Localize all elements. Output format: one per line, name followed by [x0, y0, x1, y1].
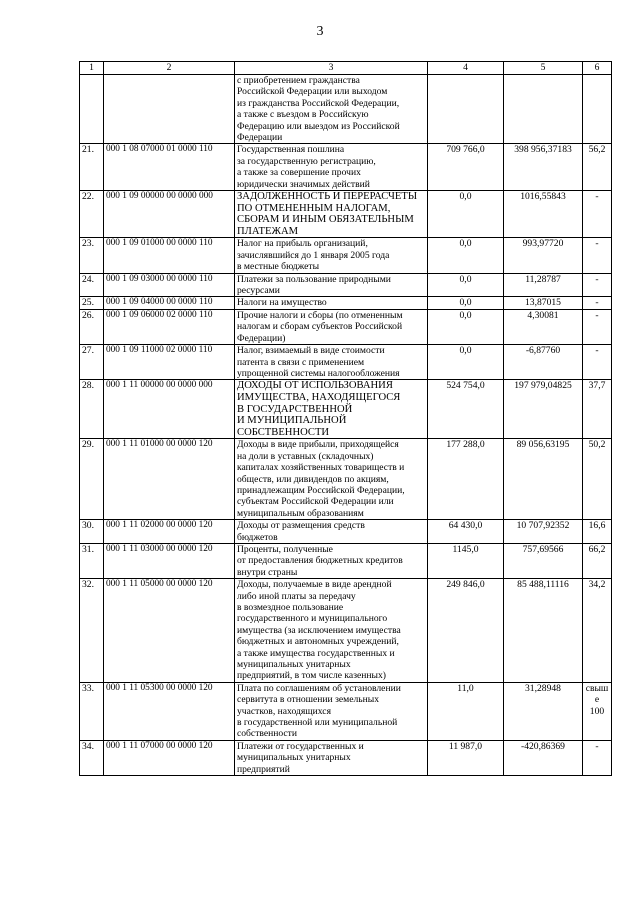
column-number-row	[80, 62, 612, 75]
row-number: 30.	[80, 520, 104, 544]
revenue-name: ЗАДОЛЖЕННОСТЬ И ПЕРЕРАСЧЕТЫ ПО ОТМЕНЕННЫМ НАЛОГАМ, СБОРАМ И ИНЫМ ОБЯЗАТЕЛЬНЫМ ПЛАТЕЖАМ	[235, 191, 428, 238]
revenue-name: Доходы в виде прибыли, приходящейся на доли в уставных (складочных) капиталах хозяйственных товариществ и обществ, или дивидендов по акциям, принадлежащим Российской Федерации, субъектам Российской Федерации или муниципальным образованиям	[235, 439, 428, 520]
percent-value	[583, 75, 612, 144]
budget-code: 000 1 09 11000 02 0000 110	[104, 345, 235, 380]
budget-code: 000 1 11 05300 00 0000 120	[104, 682, 235, 740]
plan-value: 0,0	[428, 309, 504, 344]
row-number: 23.	[80, 238, 104, 273]
table-row	[80, 380, 612, 439]
revenue-name: Государственная пошлина за государственную регистрацию, а также за совершение прочих юридически значимых действий	[235, 144, 428, 191]
percent-value: 34,2	[583, 579, 612, 683]
budget-code: 000 1 11 05000 00 0000 120	[104, 579, 235, 683]
percent-value: 50,2	[583, 439, 612, 520]
budget-code: 000 1 11 00000 00 0000 000	[104, 380, 235, 439]
plan-value: 11 987,0	[428, 740, 504, 775]
percent-value: -	[583, 191, 612, 238]
actual-value: 89 056,63195	[504, 439, 583, 520]
page-number: 3	[316, 24, 324, 39]
plan-value: 0,0	[428, 297, 504, 309]
table-row	[80, 345, 612, 380]
percent-value: 56,2	[583, 144, 612, 191]
column-number: 4	[428, 62, 504, 75]
percent-value: -	[583, 273, 612, 297]
table-row	[80, 238, 612, 273]
actual-value: 1016,55843	[504, 191, 583, 238]
table-row	[80, 543, 612, 578]
budget-code: 000 1 09 06000 02 0000 110	[104, 309, 235, 344]
percent-value: свыше 100	[583, 682, 612, 740]
actual-value: 757,69566	[504, 543, 583, 578]
percent-value: -	[583, 297, 612, 309]
row-number: 25.	[80, 297, 104, 309]
plan-value: 1145,0	[428, 543, 504, 578]
row-number: 26.	[80, 309, 104, 344]
revenue-name: Налоги на имущество	[235, 297, 428, 309]
revenue-name: Прочие налоги и сборы (по отмененным налогам и сборам субъектов Российской Федерации)	[235, 309, 428, 344]
budget-code: 000 1 08 07000 01 0000 110	[104, 144, 235, 191]
table-row	[80, 273, 612, 297]
row-number: 29.	[80, 439, 104, 520]
revenue-name: Проценты, полученные от предоставления бюджетных кредитов внутри страны	[235, 543, 428, 578]
row-number: 28.	[80, 380, 104, 439]
percent-value: 16,6	[583, 520, 612, 544]
percent-value: 37,7	[583, 380, 612, 439]
plan-value: 0,0	[428, 345, 504, 380]
table-row	[80, 682, 612, 740]
column-number: 6	[583, 62, 612, 75]
table-row	[80, 191, 612, 238]
budget-code: 000 1 09 03000 00 0000 110	[104, 273, 235, 297]
plan-value: 0,0	[428, 273, 504, 297]
table-row	[80, 297, 612, 309]
table-row	[80, 740, 612, 775]
actual-value: 993,97720	[504, 238, 583, 273]
plan-value: 11,0	[428, 682, 504, 740]
budget-code: 000 1 11 03000 00 0000 120	[104, 543, 235, 578]
actual-value: 85 488,11116	[504, 579, 583, 683]
plan-value: 0,0	[428, 191, 504, 238]
row-number: 32.	[80, 579, 104, 683]
column-number: 5	[504, 62, 583, 75]
revenue-name: Платежи от государственных и муниципальных унитарных предприятий	[235, 740, 428, 775]
table-row	[80, 520, 612, 544]
budget-code	[104, 75, 235, 144]
row-number: 31.	[80, 543, 104, 578]
row-number: 33.	[80, 682, 104, 740]
column-number: 2	[104, 62, 235, 75]
plan-value: 249 846,0	[428, 579, 504, 683]
actual-value: 11,28787	[504, 273, 583, 297]
revenue-name: Доходы, получаемые в виде арендной либо иной платы за передачу в возмездное пользование государственного и муниципального имущества (за исключением имущества бюджетных и автономных учреждений, а также имущества государственных и муниципальных унитарных предприятий, в том числе казенных)	[235, 579, 428, 683]
plan-value: 524 754,0	[428, 380, 504, 439]
plan-value: 0,0	[428, 238, 504, 273]
actual-value: 398 956,37183	[504, 144, 583, 191]
revenue-name: Платежи за пользование природными ресурсами	[235, 273, 428, 297]
revenue-table	[79, 61, 612, 776]
column-number: 3	[235, 62, 428, 75]
revenue-name: Плата по соглашениям об установлении сервитута в отношении земельных участков, находящихся в государственной или муниципальной собственности	[235, 682, 428, 740]
revenue-name: Доходы от размещения средств бюджетов	[235, 520, 428, 544]
revenue-name: Налог, взимаемый в виде стоимости патента в связи с применением упрощенной системы налогообложения	[235, 345, 428, 380]
actual-value: 31,28948	[504, 682, 583, 740]
budget-code: 000 1 11 07000 00 0000 120	[104, 740, 235, 775]
percent-value: -	[583, 238, 612, 273]
plan-value: 709 766,0	[428, 144, 504, 191]
row-number	[80, 75, 104, 144]
actual-value: 13,87015	[504, 297, 583, 309]
plan-value: 64 430,0	[428, 520, 504, 544]
row-number: 22.	[80, 191, 104, 238]
revenue-name: ДОХОДЫ ОТ ИСПОЛЬЗОВАНИЯ ИМУЩЕСТВА, НАХОДЯЩЕГОСЯ В ГОСУДАРСТВЕННОЙ И МУНИЦИПАЛЬНОЙ СОБСТВЕННОСТИ	[235, 380, 428, 439]
actual-value: -6,87760	[504, 345, 583, 380]
percent-value: -	[583, 309, 612, 344]
row-number: 24.	[80, 273, 104, 297]
budget-code: 000 1 09 00000 00 0000 000	[104, 191, 235, 238]
budget-code: 000 1 09 01000 00 0000 110	[104, 238, 235, 273]
plan-value	[428, 75, 504, 144]
table-row	[80, 579, 612, 683]
budget-code: 000 1 11 01000 00 0000 120	[104, 439, 235, 520]
table-row	[80, 309, 612, 344]
budget-code: 000 1 09 04000 00 0000 110	[104, 297, 235, 309]
row-number: 27.	[80, 345, 104, 380]
column-number: 1	[80, 62, 104, 75]
revenue-name: Налог на прибыль организаций, зачислявшийся до 1 января 2005 года в местные бюджеты	[235, 238, 428, 273]
percent-value: -	[583, 740, 612, 775]
percent-value: -	[583, 345, 612, 380]
row-number: 34.	[80, 740, 104, 775]
revenue-name: с приобретением гражданства Российской Федерации или выходом из гражданства Российской Федерации, а также с въездом в Российскую Федерацию или выездом из Российской Федерации	[235, 75, 428, 144]
plan-value: 177 288,0	[428, 439, 504, 520]
budget-code: 000 1 11 02000 00 0000 120	[104, 520, 235, 544]
actual-value: 197 979,04825	[504, 380, 583, 439]
actual-value: 4,30081	[504, 309, 583, 344]
row-number: 21.	[80, 144, 104, 191]
actual-value	[504, 75, 583, 144]
table-row	[80, 144, 612, 191]
actual-value: 10 707,92352	[504, 520, 583, 544]
table-row	[80, 75, 612, 144]
actual-value: -420,86369	[504, 740, 583, 775]
percent-value: 66,2	[583, 543, 612, 578]
table-row	[80, 439, 612, 520]
